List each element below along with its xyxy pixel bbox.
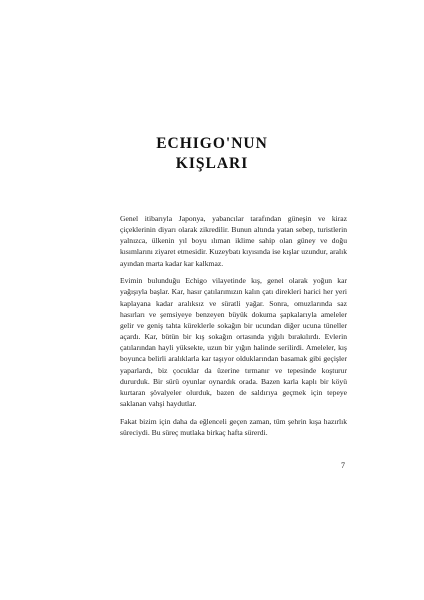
paragraph-3: Fakat bizim için daha da eğlenceli geçen zaman, tüm şehrin kışa hazırlık süreciydi. Bu süreç mutlaka birkaç hafta sürerdi. [120, 416, 347, 437]
chapter-title [0, 134, 424, 174]
chapter-title-line-2: KIŞLARI [175, 155, 249, 172]
paragraph-2: Evimin bulunduğu Echigo vilayetinde kış, genel olarak yoğun kar yağışıyla başlar. Kar, hasır çatılarımızın kalın çatı direkleri harici her yeri kaplayana kadar aralıksız ve süratli yağar. Sonra, omuzlarında saz hasırları ve şemsiyeye benzeyen büyük dokuma şapkalarıyla ameleler gelir ve geniş tahta küreklerle sokağın bir ucundan diğer ucuna tüneller açardı. Kar, bütün bir kış sokağın ortasında yığılı bırakılırdı. Evlerin çatılarından hayli yüksekte, uzun bir yığın halinde serilirdi. Ameleler, kış boyunca belirli aralıklarla kar taşıyor olduklarından basamak gibi geçişler yaparlardı, biz çocuklar da üzerine tırmanır ve tepesinde koşturur dururduk. Bir sürü oyunlar oynardık orada. Bazen karla kaplı bir köyü kurtaran şövalyeler olurduk, bazen de saldırıya geçmek için tepeye saklanan vahşi haydutlar. [120, 276, 347, 408]
body-text [120, 213, 347, 444]
chapter-title-line-1: ECHIGO'NUN [156, 135, 268, 152]
paragraph-1: Genel itibarıyla Japonya, yabancılar tarafından güneşin ve kiraz çiçeklerinin diyarı olarak zikredilir. Bunun altında yatan sebep, turistlerin yalnızca, ülkenin yıl boyu ılıman iklime sahip olan güney ve doğu kısımlarını ziyaret etmesidir. Kuzeybatı kıyısında ise kışlar uzundur, aralık ayından marta kadar kar kalkmaz. [120, 214, 347, 268]
page-number: 7 [341, 461, 345, 470]
